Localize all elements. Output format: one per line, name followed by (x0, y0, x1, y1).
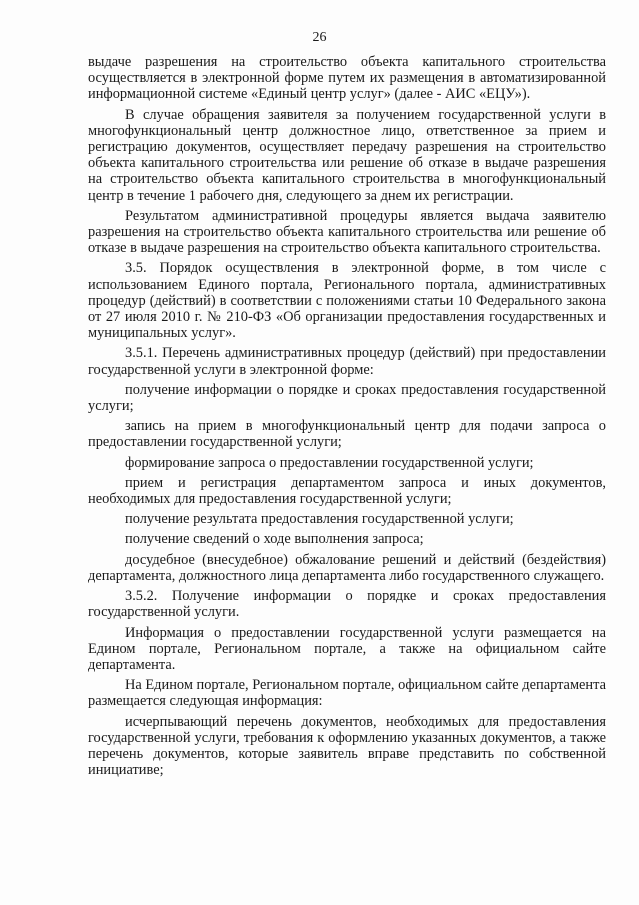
list-item-appeal: досудебное (внесудебное) обжалование решений и действий (бездействия) департамента, должностного лица департамента либо государственного служащего. (88, 551, 606, 584)
paragraph-portal-info: На Едином портале, Региональном портале, официальном сайте департамента размещается следующая информация: (88, 677, 606, 710)
list-item-appointment: запись на прием в многофункциональный центр для подачи запроса о предоставлении государственной услуги; (88, 418, 606, 451)
page-number: 26 (312, 30, 327, 45)
document-body (88, 54, 606, 782)
list-item-documents: исчерпывающий перечень документов, необходимых для предоставления государственной услуги, требования к оформлению указанных документов, а также перечень документов, которые заявитель вправе представить по собственной инициативе; (88, 713, 606, 779)
paragraph-section-3-5-2: 3.5.2. Получение информации о порядке и сроках предоставления государственной услуги. (88, 588, 606, 621)
list-item-status: получение сведений о ходе выполнения запроса; (125, 531, 424, 548)
paragraph-section-3-5: 3.5. Порядок осуществления в электронной форме, в том числе с использованием Единого портала, Регионального портала, административных процедур (действий) в соответствии с положениями статьи 10 Федерального закона от 27 июля 2010 г. № 210-ФЗ «Об организации предоставления государственных и муниципальных услуг». (88, 260, 606, 342)
paragraph-info-placement: Информация о предоставлении государственной услуги размещается на Едином портале, Региональном портале, а также на официальном сайте департамента. (88, 624, 606, 673)
list-item-result: получение результата предоставления государственной услуги; (125, 511, 514, 528)
paragraph-section-3-5-1: 3.5.1. Перечень административных процедур (действий) при предоставлении государственной услуги в электронной форме: (88, 345, 606, 378)
list-item-info: получение информации о порядке и сроках предоставления государственной услуги; (88, 381, 606, 415)
list-item-request-forming: формирование запроса о предоставлении государственной услуги; (125, 454, 534, 471)
list-item-registration: прием и регистрация департаментом запроса и иных документов, необходимых для предоставления государственной услуги; (88, 474, 606, 508)
paragraph-continuation: выдаче разрешения на строительство объекта капитального строительства осуществляется в электронной форме путем их размещения в автоматизированной информационной системе «Единый центр услуг» (далее - АИС «ЕЦУ»). (88, 54, 606, 103)
paragraph-result: Результатом административной процедуры является выдача заявителю разрешения на строительство объекта капитального строительства или решение об отказе в выдаче разрешения на строительство объекта капитального строительства. (88, 207, 606, 257)
paragraph-mfc-transfer: В случае обращения заявителя за получением государственной услуги в многофункциональный центр должностное лицо, ответственное за прием и регистрацию документов, осуществляет передачу разрешения на строительство объекта капитального строительства или решение об отказе в выдаче разрешения на строительство объекта капитального строительства в многофункциональный центр в течение 1 рабочего дня, следующего за днем их регистрации. (88, 106, 606, 204)
